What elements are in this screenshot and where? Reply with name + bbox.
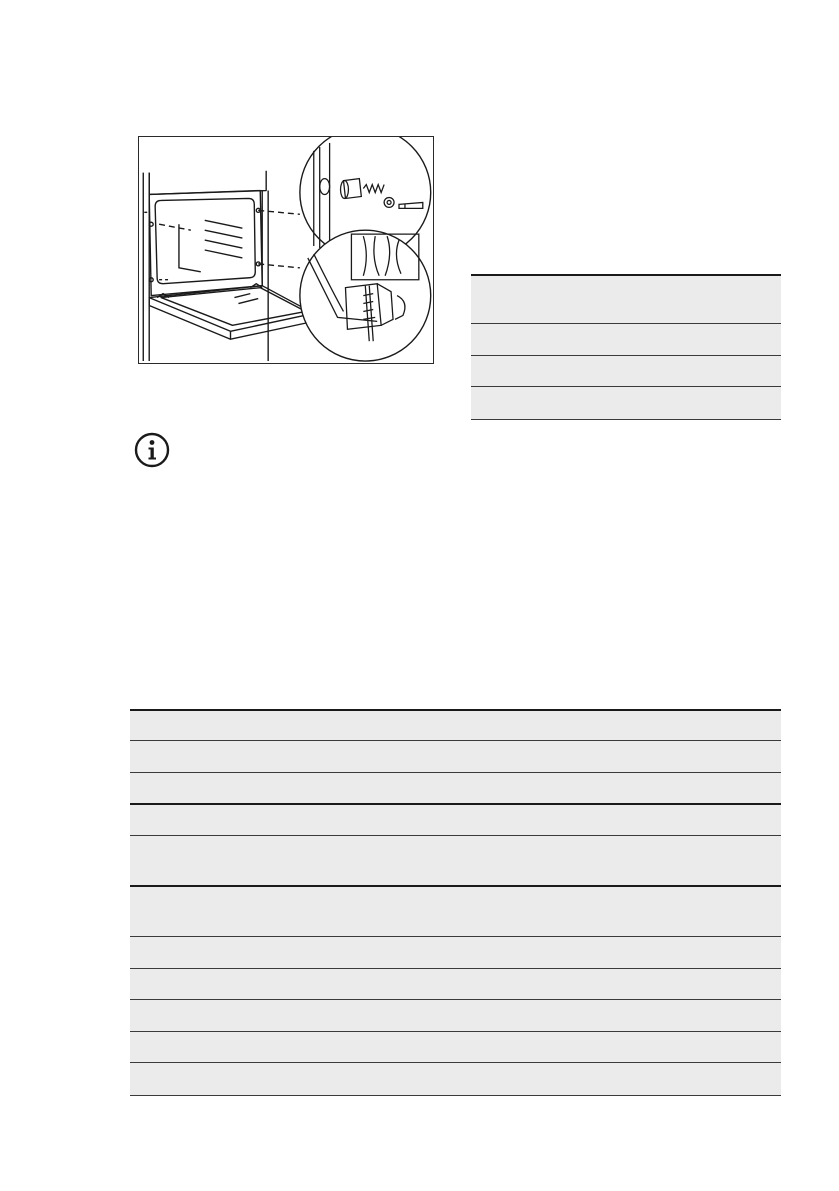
table-cell (130, 887, 781, 899)
specification-table (130, 709, 781, 1096)
table-cell (130, 1000, 781, 1012)
table-row (130, 805, 781, 836)
table-row (130, 1000, 781, 1032)
table-row (471, 387, 781, 420)
table-row (130, 741, 781, 773)
table-cell (130, 741, 781, 753)
table-cell (130, 711, 781, 723)
oven-installation-diagram (139, 137, 433, 363)
table-cell (130, 805, 781, 817)
table-row (130, 937, 781, 969)
table-cell (130, 773, 781, 785)
table-row (130, 887, 781, 937)
table-cell (130, 1032, 781, 1044)
info-icon (134, 432, 170, 468)
table-cell (130, 1063, 781, 1075)
table-row (130, 773, 781, 805)
table-row (130, 1032, 781, 1063)
table-cell (130, 937, 781, 949)
table-row (130, 836, 781, 887)
table-row (130, 709, 781, 741)
table-row (471, 324, 781, 356)
table-row (471, 356, 781, 387)
table-cell (130, 836, 781, 848)
table-cell (130, 969, 781, 981)
table-row (471, 274, 781, 324)
table-row (130, 1063, 781, 1096)
table-row (130, 969, 781, 1000)
installation-figure (138, 136, 434, 364)
dimension-table (471, 274, 781, 420)
